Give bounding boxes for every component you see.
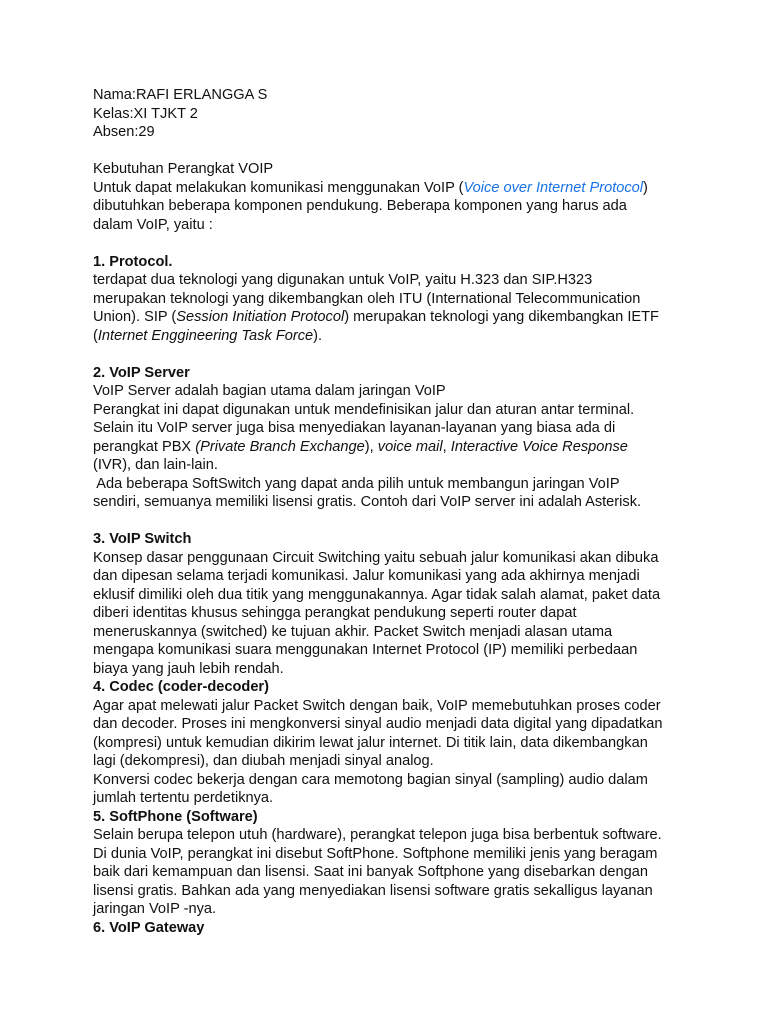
spacer bbox=[93, 345, 693, 364]
section-heading-voip-switch: 3. VoIP Switch bbox=[93, 531, 192, 547]
voip-link[interactable]: Voice over Internet Protocol bbox=[463, 179, 644, 196]
paragraph-line: Di dunia VoIP, perangkat ini disebut SoftPhone. Softphone memiliki jenis yang beragam bbox=[93, 845, 658, 862]
intro-line-1 bbox=[93, 179, 693, 198]
paragraph-line: meneruskannya (switched) ke tujuan akhir. Packet Switch menjadi alasan utama bbox=[93, 623, 613, 640]
paragraph-line: Konsep dasar penggunaan Circuit Switching yaitu sebuah jalur komunikasi akan dibuka bbox=[93, 549, 659, 566]
spacer bbox=[93, 142, 693, 161]
paragraph-line: Ada beberapa SoftSwitch yang dapat anda pilih untuk membangun jaringan VoIP bbox=[93, 475, 620, 492]
italic-text: Session Initiation Protocol bbox=[176, 309, 345, 325]
text: ( bbox=[93, 327, 98, 344]
student-class: Kelas:XI TJKT 2 bbox=[93, 105, 198, 122]
text: , bbox=[442, 438, 451, 455]
section-heading-softphone: 5. SoftPhone (Software) bbox=[93, 808, 258, 825]
paragraph-line: (IVR), dan lain-lain. bbox=[93, 457, 218, 473]
italic-text: voice mail bbox=[377, 438, 443, 455]
spacer bbox=[93, 512, 693, 531]
text: ). bbox=[313, 327, 323, 344]
paragraph-line: Perangkat ini dapat digunakan untuk mendefinisikan jalur dan aturan antar terminal. bbox=[93, 401, 635, 418]
intro-line-2: dibutuhkan beberapa komponen pendukung. Beberapa komponen yang harus ada bbox=[93, 198, 627, 214]
section-heading-codec: 4. Codec (coder-decoder) bbox=[93, 679, 269, 695]
paragraph-line: jumlah tertentu perdetiknya. bbox=[93, 790, 274, 806]
paragraph-line: Konversi codec bekerja dengan cara memotong bagian sinyal (sampling) audio dalam bbox=[93, 771, 648, 788]
paragraph-line: jaringan VoIP -nya. bbox=[93, 901, 217, 917]
paragraph-line: Selain itu VoIP server juga bisa menyediakan layanan-layanan yang biasa ada di bbox=[93, 420, 616, 436]
paragraph-line: VoIP Server adalah bagian utama dalam jaringan VoIP bbox=[93, 383, 446, 399]
text: perangkat PBX bbox=[93, 438, 196, 455]
text: ) merupakan teknologi yang dikembangkan IETF bbox=[344, 309, 659, 325]
paragraph-line: biaya yang jauh lebih rendah. bbox=[93, 660, 284, 677]
text: ), bbox=[364, 438, 378, 455]
paragraph-line: Selain berupa telepon utuh (hardware), perangkat telepon juga bisa berbentuk software. bbox=[93, 827, 662, 843]
paragraph-line: eklusif dimiliki oleh dua titik yang menggunakannya. Agar tidak salah alamat, paket data bbox=[93, 586, 661, 603]
section-heading-protocol: 1. Protocol. bbox=[93, 253, 173, 270]
section-heading-voip-gateway: 6. VoIP Gateway bbox=[93, 919, 205, 936]
section-heading-voip-server: 2. VoIP Server bbox=[93, 364, 190, 381]
student-name: Nama:RAFI ERLANGGA S bbox=[93, 87, 268, 103]
paragraph-line: dan decoder. Proses ini mengkonversi sinyal audio menjadi data digital yang dipadatkan bbox=[93, 716, 663, 732]
paragraph-line: sendiri, semuanya memiliki lisensi gratis. Contoh dari VoIP server ini adalah Asterisk. bbox=[93, 494, 642, 510]
paragraph-line: baik dari kemampuan dan lisensi. Saat ini banyak Softphone yang disebarkan dengan bbox=[93, 864, 648, 880]
paragraph-line: terdapat dua teknologi yang digunakan untuk VoIP, yaitu H.323 dan SIP.H323 bbox=[93, 272, 593, 288]
paragraph-line: mengapa komunikasi suara menggunakan Internet Protocol (IP) memiliki perbedaan bbox=[93, 642, 638, 658]
paragraph-line: Agar apat melewati jalur Packet Switch dengan baik, VoIP memebutuhkan proses coder bbox=[93, 697, 661, 714]
student-absen: Absen:29 bbox=[93, 124, 155, 140]
paragraph-line: lagi (dekompresi), dan diubah menjadi sinyal analog. bbox=[93, 753, 434, 769]
intro-text: ) bbox=[643, 179, 648, 196]
paragraph-line: dan dipesan selama terjadi komunikasi. Jalur komunikasi yang ada akhirnya menjadi bbox=[93, 568, 640, 584]
text: Union). SIP ( bbox=[93, 309, 177, 325]
paragraph-line bbox=[93, 438, 693, 457]
paragraph-line: lisensi gratis. Bahkan ada yang menyediakan lisensi software gratis sekalligus layanan bbox=[93, 882, 653, 899]
italic-text: Internet Enggineering Task Force bbox=[97, 327, 314, 344]
intro-text: Untuk dapat melakukan komunikasi menggunakan VoIP ( bbox=[93, 179, 464, 196]
italic-text: (Private Branch Exchange bbox=[195, 438, 365, 455]
intro-line-3: dalam VoIP, yaitu : bbox=[93, 216, 213, 233]
paragraph-line bbox=[93, 327, 693, 346]
intro-title: Kebutuhan Perangkat VOIP bbox=[93, 161, 274, 177]
paragraph-line bbox=[93, 308, 693, 327]
document-body bbox=[93, 86, 693, 937]
italic-text: Interactive Voice Response bbox=[450, 438, 628, 455]
paragraph-line: (kompresi) untuk kemudian dikirim lewat jalur internet. Di titik lain, data dikembangkan bbox=[93, 734, 648, 751]
spacer bbox=[93, 234, 693, 253]
paragraph-line: diberi identitas khusus sehingga perangkat pendukung seperti router dapat bbox=[93, 605, 577, 621]
paragraph-line: merupakan teknologi yang dikembangkan oleh ITU (International Telecommunication bbox=[93, 290, 641, 307]
